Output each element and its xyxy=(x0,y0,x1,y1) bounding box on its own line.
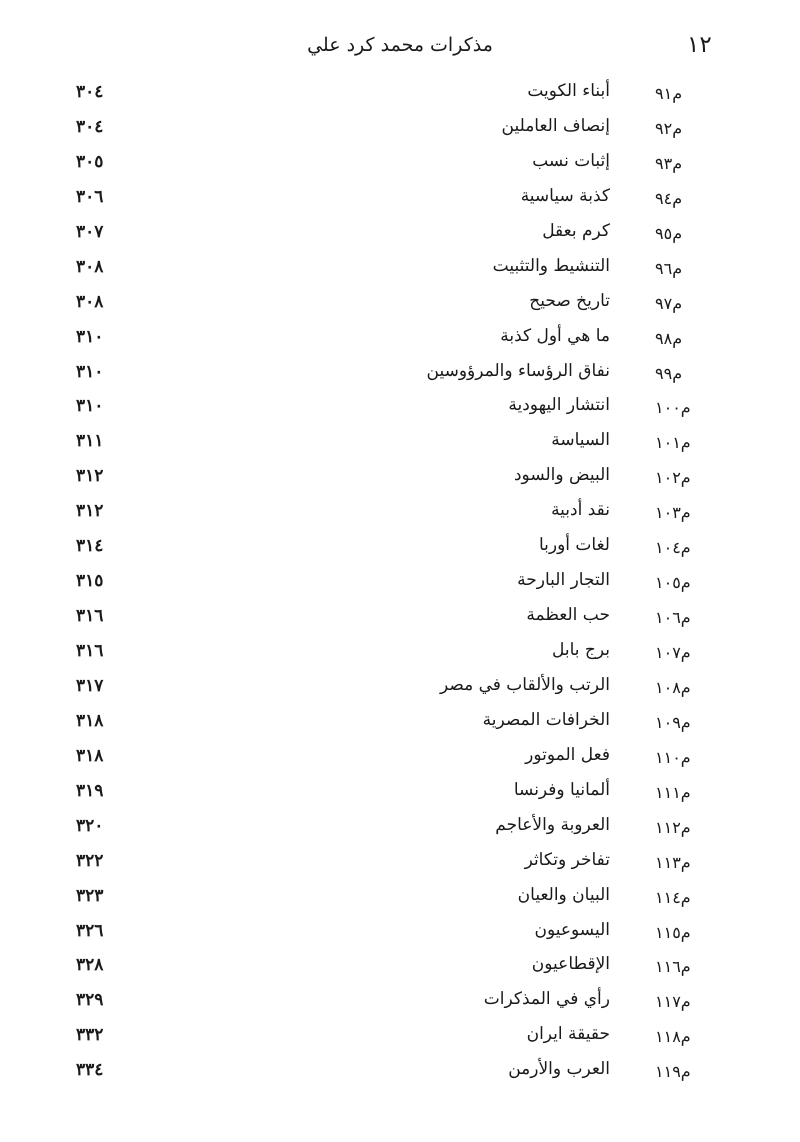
toc-entry xyxy=(0,919,800,954)
entry-title: ألمانيا وفرنسا xyxy=(513,779,610,800)
entry-number: م١١٥ xyxy=(655,922,691,942)
entry-page-number: ٣١٨ xyxy=(76,745,104,766)
entry-title: التنشيط والتثبيت xyxy=(492,255,610,276)
entry-title: العروبة والأعاجم xyxy=(495,814,610,835)
entry-number: م٩٤ xyxy=(655,188,683,208)
entry-number: م١٠٦ xyxy=(655,608,691,628)
entry-page-number: ٣٢٣ xyxy=(76,885,104,906)
entry-title: حب العظمة xyxy=(526,605,610,626)
entry-page-number: ٣١٠ xyxy=(76,361,104,382)
entry-title: الإقطاعيون xyxy=(531,954,610,975)
entry-page-number: ٣١٧ xyxy=(76,675,104,696)
entry-number: م١٠٠ xyxy=(655,398,691,418)
entry-title: كذبة سياسية xyxy=(520,185,610,206)
toc-entry xyxy=(0,360,800,395)
toc-entry xyxy=(0,534,800,569)
entry-number: م١١٣ xyxy=(655,852,691,872)
toc-entry xyxy=(0,953,800,988)
entry-number: م١١١ xyxy=(655,782,691,802)
entry-number: م٩١ xyxy=(655,84,683,103)
entry-number: م١٠٤ xyxy=(655,538,691,558)
entry-page-number: ٣١٩ xyxy=(76,780,104,801)
entry-number: م١١٨ xyxy=(655,1027,691,1047)
entry-number: م٩٣ xyxy=(655,153,683,173)
toc-entry xyxy=(0,569,800,604)
entry-title: العرب والأرمن xyxy=(508,1059,610,1080)
entry-page-number: ٣٠٤ xyxy=(76,82,104,102)
entry-number: م٩٦ xyxy=(655,258,683,278)
entry-title: البيض والسود xyxy=(513,465,610,486)
toc-entry xyxy=(0,255,800,290)
entry-title: البيان والعيان xyxy=(517,884,610,905)
entry-title: تفاخر وتكاثر xyxy=(524,849,610,870)
entry-number: م٩٥ xyxy=(655,223,683,243)
entry-number: م١١٠ xyxy=(655,747,691,767)
entry-title: انتشار اليهودية xyxy=(508,395,610,416)
entry-title: الرتب والألقاب في مصر xyxy=(439,674,610,695)
page-number: ١٢ xyxy=(687,32,712,58)
entry-page-number: ٣٢٨ xyxy=(76,955,104,976)
entry-page-number: ٣٣٤ xyxy=(76,1060,104,1081)
entry-number: م١١٩ xyxy=(655,1062,691,1082)
entry-page-number: ٣١٠ xyxy=(76,396,104,417)
entry-title: برج بابل xyxy=(551,640,610,660)
entry-number: م٩٨ xyxy=(655,328,683,348)
entry-page-number: ٣٠٧ xyxy=(76,221,104,242)
entry-page-number: ٣٣٢ xyxy=(76,1025,104,1046)
entry-number: م١١٤ xyxy=(655,887,691,907)
entry-number: م١٠٣ xyxy=(655,503,691,523)
entry-page-number: ٣٢٦ xyxy=(76,920,104,941)
entry-number: م١٠٥ xyxy=(655,573,691,593)
entry-number: م١٠٨ xyxy=(655,677,691,697)
toc-entry xyxy=(0,849,800,884)
entry-page-number: ٣١١ xyxy=(76,431,104,452)
entry-page-number: ٣٠٨ xyxy=(76,256,104,277)
toc-entry xyxy=(0,325,800,360)
entry-number: م١٠١ xyxy=(655,433,691,453)
entry-number: م١١٢ xyxy=(655,817,691,837)
entry-title: لغات أوربا xyxy=(538,535,610,556)
entry-page-number: ٣١٨ xyxy=(76,710,104,731)
toc-entry xyxy=(0,80,800,115)
toc-entry xyxy=(0,1023,800,1058)
entry-page-number: ٣٠٤ xyxy=(76,116,104,137)
entry-page-number: ٣١٥ xyxy=(76,571,104,592)
entry-number: م١١٦ xyxy=(655,957,691,977)
entry-title: نفاق الرؤساء والمرؤوسين xyxy=(426,360,610,381)
toc-entry xyxy=(0,639,800,674)
entry-page-number: ٣١٦ xyxy=(76,641,104,661)
toc-entry xyxy=(0,464,800,499)
entry-title: السياسة xyxy=(551,430,610,451)
entry-title: إنصاف العاملين xyxy=(501,115,610,136)
toc-entry xyxy=(0,604,800,639)
entry-page-number: ٣١٤ xyxy=(76,536,104,557)
entry-page-number: ٣٢٩ xyxy=(76,990,104,1011)
entry-title: حقيقة ايران xyxy=(526,1024,610,1045)
entry-number: م١٠٩ xyxy=(655,712,691,732)
toc-entry xyxy=(0,884,800,919)
toc-entry xyxy=(0,185,800,220)
entry-page-number: ٣٠٦ xyxy=(76,186,104,207)
toc-entry xyxy=(0,674,800,709)
toc-entry xyxy=(0,744,800,779)
entry-page-number: ٣١٦ xyxy=(76,606,104,627)
table-of-contents xyxy=(0,80,800,1093)
entry-title: الخرافات المصرية xyxy=(482,709,610,730)
toc-entry xyxy=(0,709,800,744)
entry-page-number: ٣٠٨ xyxy=(76,291,104,312)
entry-page-number: ٣١٠ xyxy=(76,326,104,347)
entry-page-number: ٣٢٠ xyxy=(76,815,104,836)
toc-entry xyxy=(0,394,800,429)
entry-number: م١٠٧ xyxy=(655,643,691,662)
toc-entry xyxy=(0,814,800,849)
entry-number: م١٠٢ xyxy=(655,468,691,488)
running-title: مذكرات محمد كرد علي xyxy=(307,34,493,56)
toc-entry xyxy=(0,115,800,150)
toc-entry xyxy=(0,988,800,1023)
toc-entry xyxy=(0,499,800,534)
entry-title: اليسوعيون xyxy=(534,919,610,940)
entry-number: م٩٧ xyxy=(655,293,683,313)
entry-title: إثبات نسب xyxy=(532,150,610,171)
page-header xyxy=(0,30,800,64)
toc-entry xyxy=(0,150,800,185)
entry-number: م١١٧ xyxy=(655,992,691,1012)
entry-title: تاريخ صحيح xyxy=(529,290,610,311)
entry-page-number: ٣٠٥ xyxy=(76,151,104,172)
entry-page-number: ٣٢٢ xyxy=(76,850,104,871)
toc-entry xyxy=(0,290,800,325)
entry-page-number: ٣١٢ xyxy=(76,501,104,522)
entry-page-number: ٣١٢ xyxy=(76,466,104,487)
toc-entry xyxy=(0,429,800,464)
toc-entry xyxy=(0,220,800,255)
entry-title: رأي في المذكرات xyxy=(483,989,610,1010)
toc-entry xyxy=(0,779,800,814)
entry-title: ما هي أول كذبة xyxy=(500,325,610,346)
entry-title: فعل الموتور xyxy=(525,744,610,765)
entry-title: أبناء الكويت xyxy=(527,81,610,101)
toc-entry xyxy=(0,1058,800,1093)
entry-number: م٩٩ xyxy=(655,363,683,383)
entry-title: كرم بعقل xyxy=(542,220,610,241)
entry-title: التجار البارحة xyxy=(517,570,610,591)
entry-number: م٩٢ xyxy=(655,118,683,138)
entry-title: نقد أدبية xyxy=(551,500,610,521)
